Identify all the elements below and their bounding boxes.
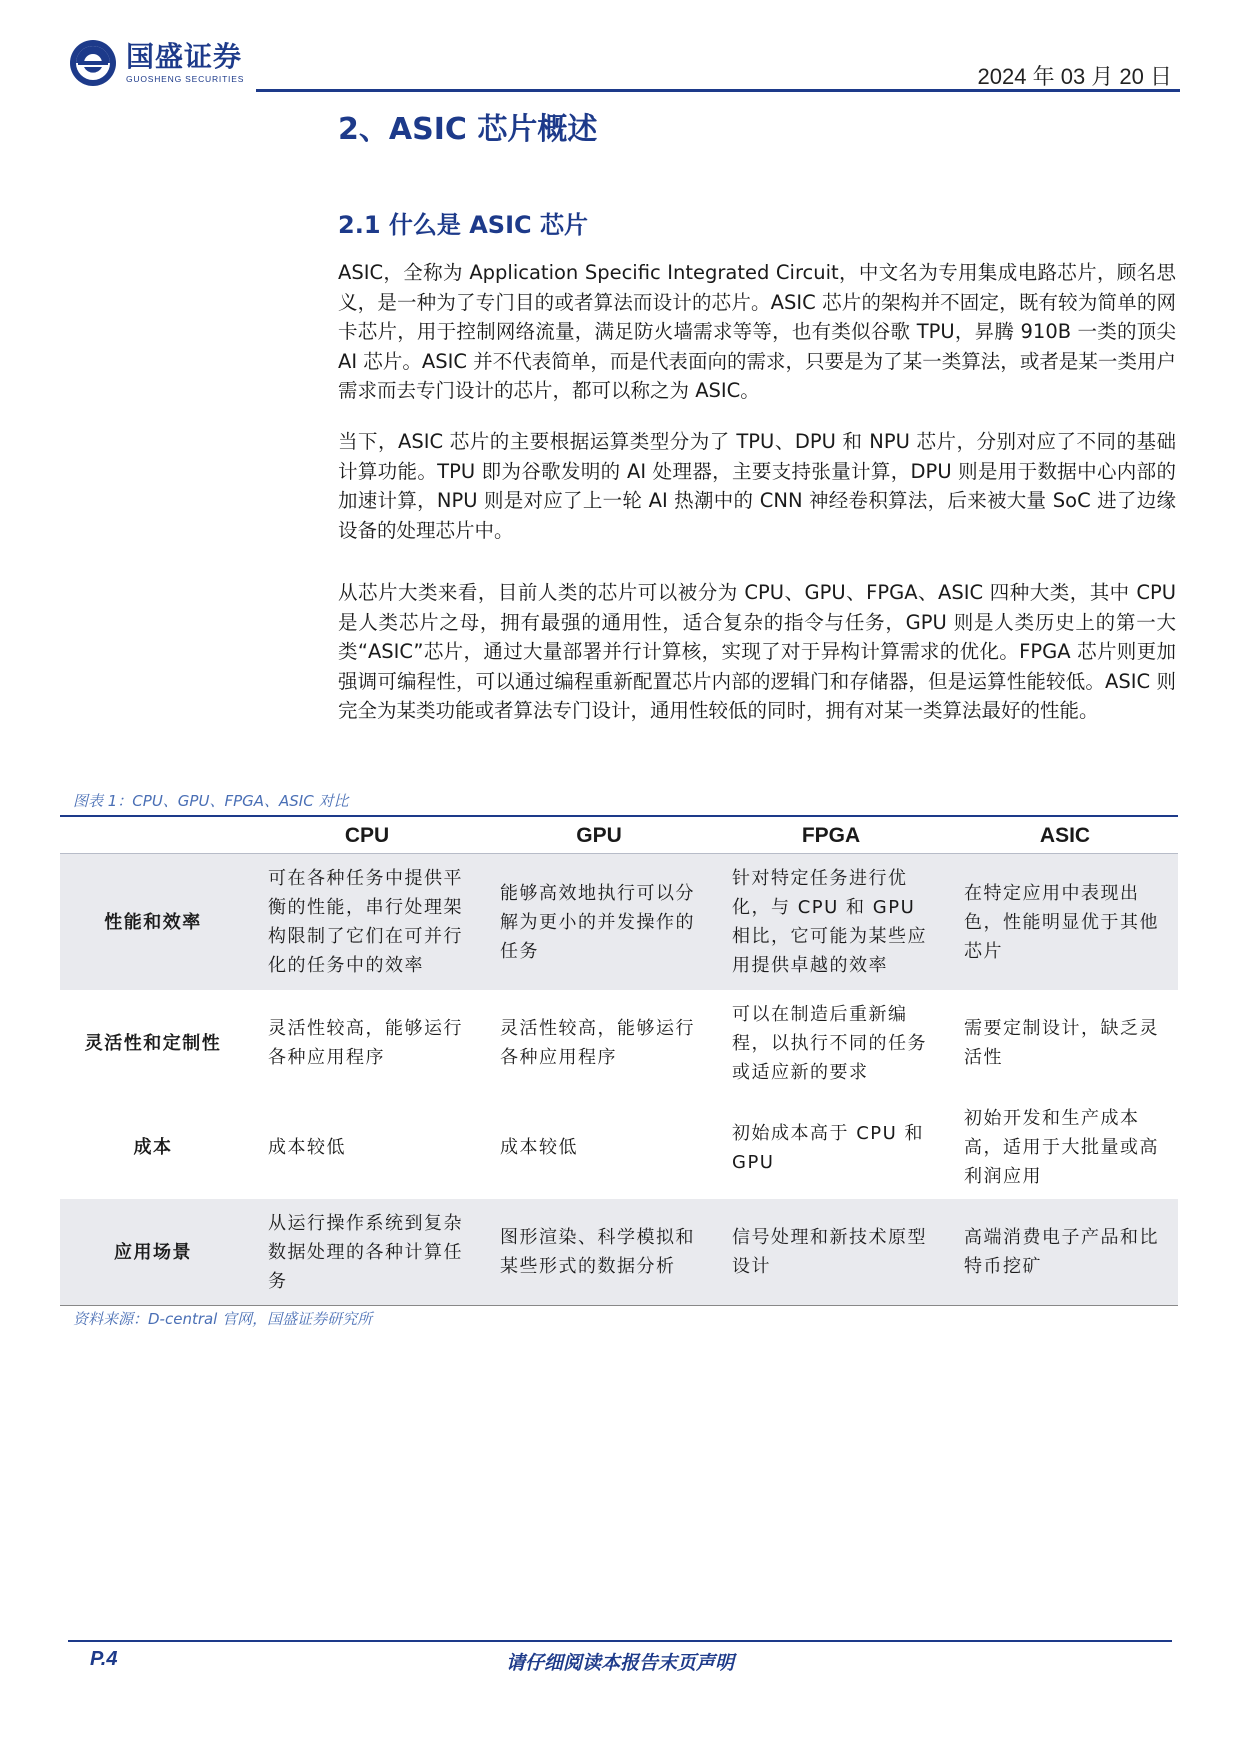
header-divider xyxy=(256,89,1180,92)
company-logo xyxy=(68,38,244,88)
table-cell: 高端消费电子产品和比特币挖矿 xyxy=(964,1227,1159,1277)
footer-disclaimer: 请仔细阅读本报告末页声明 xyxy=(505,1652,734,1674)
section-title: 2、ASIC 芯片概述 xyxy=(338,112,598,147)
row-label: 灵活性和定制性 xyxy=(84,1032,222,1054)
table-header-cell: ASIC xyxy=(1039,823,1091,847)
table-row xyxy=(60,990,1178,1096)
body-paragraph: 从芯片大类来看，目前人类的芯片可以被分为 CPU、GPU、FPGA、ASIC 四种大类，其中 CPU 是人类芯片之母，拥有最强的通用性，适合复杂的指令与任务，GPU 则是人类历史上的第一大类“ASIC”芯片，通过大量部署并行计算核，实现了对于异构计算需求的优化。FPGA 芯片则更加强调可编程性，可以通过编程重新配置芯片内部的逻辑门和存储器，但是运算性能较低。ASIC 则完全为某类功能或者算法专门设计，通用性较低的同时，拥有对某一类算法最好的性能。 xyxy=(338,581,1176,722)
row-label: 性能和效率 xyxy=(104,911,202,933)
row-label: 应用场景 xyxy=(114,1241,192,1263)
logo-text xyxy=(126,42,244,84)
source-note: 资料来源：D-central 官网，国盛证券研究所 xyxy=(73,1310,373,1328)
comparison-table xyxy=(60,817,1178,1305)
table-cell: 成本较低 xyxy=(268,1137,346,1158)
body-paragraph: ASIC，全称为 Application Specific Integrated Circuit，中文名为专用集成电路芯片，顾名思义，是一种为了专门目的或者算法而设计的芯片。ASIC 芯片的架构并不固定，既有较为简单的网卡芯片，用于控制网络流量，满足防火墙需求等等，也有类似谷歌 TPU，昇腾 910B 一类的顶尖 AI 芯片。ASIC 并不代表简单，而是代表面向的需求，只要是为了某一类算法，或者是某一类用户需求而去专门设计的芯片，都可以称之为 ASIC。 xyxy=(338,261,1176,402)
table-cell: 需要定制设计，缺乏灵活性 xyxy=(964,1018,1159,1068)
table-cell: 图形渲染、科学模拟和某些形式的数据分析 xyxy=(500,1227,695,1277)
logo-chinese-name: 国盛证券 xyxy=(126,40,243,73)
table-cell: 针对特定任务进行优化，与 CPU 和 GPU 相比，它可能为某些应用提供卓越的效率 xyxy=(732,868,927,976)
table-row xyxy=(60,854,1178,990)
table-row xyxy=(60,1096,1178,1199)
table-header-cell: CPU xyxy=(344,823,390,847)
table-cell: 可在各种任务中提供平衡的性能，串行处理架构限制了它们在可并行化的任务中的效率 xyxy=(268,868,463,976)
table-header-cell xyxy=(60,817,246,853)
logo-english-name: GUOSHENG SECURITIES xyxy=(126,74,245,84)
table-cell: 灵活性较高，能够运行各种应用程序 xyxy=(268,1018,463,1068)
table-cell: 能够高效地执行可以分解为更小的并发操作的任务 xyxy=(500,882,695,962)
table-cell: 灵活性较高，能够运行各种应用程序 xyxy=(500,1018,695,1068)
subsection-title: 2.1 什么是 ASIC 芯片 xyxy=(338,211,588,239)
guosheng-logo-icon xyxy=(68,38,118,88)
page-number: P.4 xyxy=(90,1648,118,1670)
report-date: 2024 年 03 月 20 日 xyxy=(977,64,1172,89)
table-row xyxy=(60,1199,1178,1305)
body-paragraph: 当下，ASIC 芯片的主要根据运算类型分为了 TPU、DPU 和 NPU 芯片，分别对应了不同的基础计算功能。TPU 即为谷歌发明的 AI 处理器，主要支持张量计算，DPU 则是用于数据中心内部的加速计算，NPU 则是对应了上一轮 AI 热潮中的 CNN 神经卷积算法，后来被大量 SoC 进了边缘设备的处理芯片中。 xyxy=(338,430,1176,542)
table-cell: 初始成本高于 CPU 和 GPU xyxy=(732,1122,925,1173)
table-cell: 在特定应用中表现出色，性能明显优于其他芯片 xyxy=(964,882,1159,962)
table-cell: 初始开发和生产成本高，适用于大批量或高利润应用 xyxy=(964,1108,1159,1187)
table-bottom-divider xyxy=(60,1305,1178,1306)
table-header-cell: GPU xyxy=(576,823,622,847)
row-label: 成本 xyxy=(133,1137,173,1158)
table-cell: 成本较低 xyxy=(500,1137,578,1158)
table-header-cell: FPGA xyxy=(801,823,861,847)
figure-caption: 图表 1：CPU、GPU、FPGA、ASIC 对比 xyxy=(73,792,349,810)
table-cell: 从运行操作系统到复杂数据处理的各种计算任务 xyxy=(268,1212,463,1292)
table-cell: 可以在制造后重新编程，以执行不同的任务或适应新的要求 xyxy=(732,1003,927,1083)
table-header-row xyxy=(60,817,1178,854)
footer-divider xyxy=(68,1640,1172,1642)
table-cell: 信号处理和新技术原型设计 xyxy=(732,1227,927,1277)
